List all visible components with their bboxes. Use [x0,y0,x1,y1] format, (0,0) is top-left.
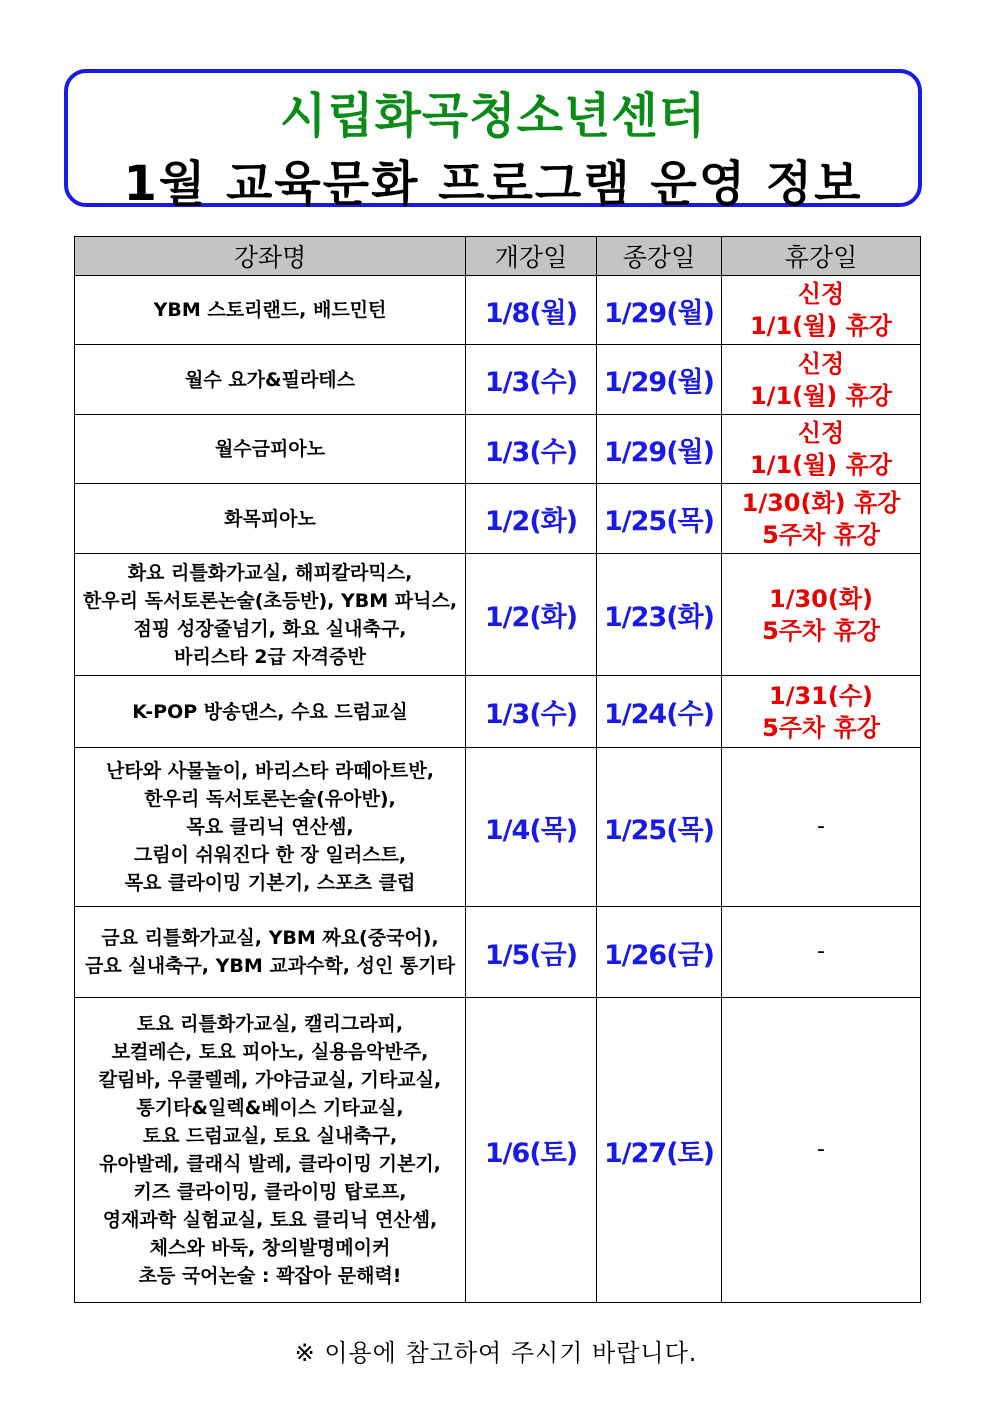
course-name-line: 목요 클라이밍 기본기, 스포츠 클럽 [124,872,416,894]
table-row [75,748,921,907]
holiday-cell [722,484,921,554]
course-name-cell [75,345,466,415]
holiday-line: 5주차 휴강 [762,616,880,645]
holiday-cell [722,748,921,907]
start-date-cell: 1/3(수) [466,345,597,415]
course-name-line: 보컬레슨, 토요 피아노, 실용음악반주, [111,1041,429,1063]
end-date-cell: 1/24(수) [597,676,722,748]
course-name-line: YBM 스토리랜드, 배드민턴 [153,299,387,321]
course-name-cell [75,484,466,554]
course-name-line: 토요 드럼교실, 토요 실내축구, [142,1125,398,1147]
table-row [75,676,921,748]
end-date-cell: 1/27(토) [597,998,722,1303]
start-date-cell: 1/8(월) [466,276,597,345]
course-name-cell [75,415,466,484]
course-name-line: 바리스타 2급 자격증반 [174,645,366,668]
holiday-cell [722,676,921,748]
title-box [64,69,922,212]
table-row [75,345,921,415]
course-name-line: 칼림바, 우쿨렐레, 가야금교실, 기타교실, [98,1069,442,1091]
holiday-line: 1/1(월) 휴강 [749,451,892,479]
end-date-cell: 1/25(목) [597,748,722,907]
course-name-line: 키즈 클라이밍, 클라이밍 탑로프, [133,1181,407,1203]
table-row [75,415,921,484]
start-date-cell: 1/2(화) [466,484,597,554]
table-row [75,484,921,554]
holiday-line: 5주차 휴강 [762,713,880,742]
holiday-line: 1/1(월) 휴강 [749,312,892,340]
footer-note: ※ 이용에 참고하여 주시기 바랍니다. [294,1339,698,1367]
end-date-cell: 1/29(월) [597,345,722,415]
course-name-line: 금요 리틀화가교실, YBM 짜요(중국어), [101,927,439,949]
header-course-name: 강좌명 [75,237,466,276]
course-name-line: 화목피아노 [224,507,316,530]
header-row [75,237,921,276]
course-name-line: 한우리 독서토론논술(초등반), YBM 파닉스, [82,589,458,612]
course-name-cell [75,998,466,1303]
holiday-line: - [817,814,825,839]
course-name-cell [75,554,466,676]
start-date-cell: 1/6(토) [466,998,597,1303]
course-name-line: 난타와 사물놀이, 바리스타 라떼아트반, [106,760,434,782]
holiday-line: 1/1(월) 휴강 [749,381,892,410]
holiday-line: 5주차 휴강 [762,520,880,549]
holiday-cell [722,907,921,998]
center-name: 시립화곡청소년센터 [279,88,707,144]
course-name-cell [75,276,466,345]
holiday-line: 1/30(화) [769,584,873,613]
holiday-line: 신정 [797,280,845,308]
document-title: 1월 교육문화 프로그램 운영 정보 [123,156,863,212]
schedule-table [74,236,921,1303]
table-row [75,998,921,1303]
holiday-cell [722,415,921,484]
table-row [75,907,921,998]
course-name-line: 화요 리틀화가교실, 해피칼라믹스, [127,561,413,584]
holiday-cell [722,276,921,345]
course-name-line: 그림이 쉬워진다 한 장 일러스트, [133,844,407,866]
end-date-cell: 1/25(목) [597,484,722,554]
holiday-line: 신정 [797,419,845,447]
header-holiday: 휴강일 [722,237,921,276]
course-name-line: 점핑 성장줄넘기, 화요 실내축구, [133,617,407,640]
end-date-cell: 1/29(월) [597,415,722,484]
header-end-date: 종강일 [597,237,722,276]
course-name-line: 영재과학 실험교실, 토요 클리닉 연산셈, [102,1209,438,1231]
course-name-line: 금요 실내축구, YBM 교과수학, 성인 통기타 [85,955,455,977]
holiday-line: - [817,1137,825,1162]
holiday-cell [722,345,921,415]
start-date-cell: 1/4(목) [466,748,597,907]
course-name-line: 통기타&일렉&베이스 기타교실, [136,1097,404,1119]
table-row [75,276,921,345]
holiday-line: 1/30(화) 휴강 [741,488,901,517]
course-name-cell [75,907,466,998]
holiday-line: 1/31(수) [769,681,873,710]
course-name-line: K-POP 방송댄스, 수요 드럼교실 [132,700,408,723]
start-date-cell: 1/3(수) [466,676,597,748]
end-date-cell: 1/29(월) [597,276,722,345]
course-name-line: 초등 국어논술 : 꽉잡아 문해력! [138,1265,402,1287]
start-date-cell: 1/3(수) [466,415,597,484]
course-name-line: 월수 요가&필라테스 [184,368,356,391]
holiday-cell [722,554,921,676]
end-date-cell: 1/26(금) [597,907,722,998]
course-name-cell [75,676,466,748]
start-date-cell: 1/5(금) [466,907,597,998]
holiday-line: 신정 [797,349,845,378]
course-name-line: 체스와 바둑, 창의발명메이커 [149,1237,391,1259]
holiday-cell [722,998,921,1303]
table-row [75,554,921,676]
header-start-date: 개강일 [466,237,597,276]
course-name-cell [75,748,466,907]
course-name-line: 한우리 독서토론논술(유아반), [144,788,396,810]
course-name-line: 월수금피아노 [214,438,326,460]
course-name-line: 유아발레, 클래식 발레, 클라이밍 기본기, [99,1153,441,1175]
start-date-cell: 1/2(화) [466,554,597,676]
course-name-line: 토요 리틀화가교실, 캘리그라피, [136,1013,404,1035]
holiday-line: - [817,939,825,964]
course-name-line: 목요 클리닉 연산셈, [186,816,354,838]
end-date-cell: 1/23(화) [597,554,722,676]
